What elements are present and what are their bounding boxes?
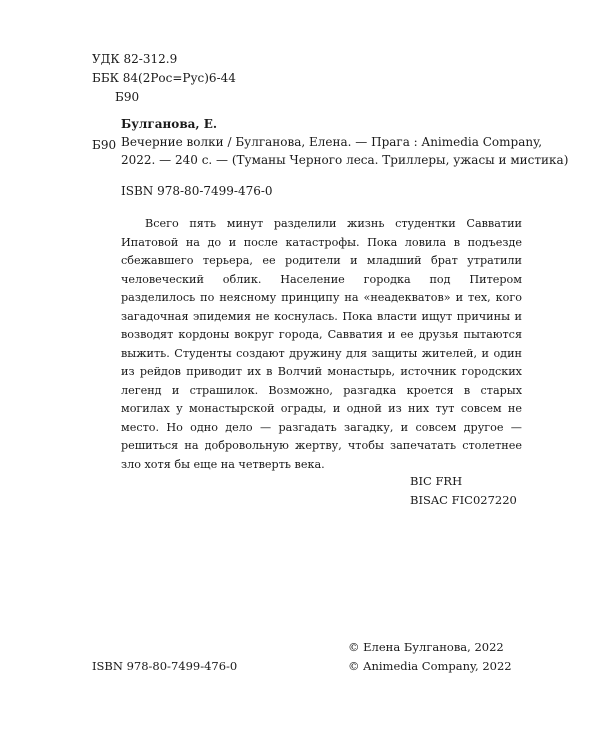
- classification-codes: [92, 50, 236, 107]
- bisac-code: BISAC FIC027220: [410, 493, 517, 507]
- udk-code: УДК 82-312.9: [92, 52, 178, 66]
- isbn-top: ISBN 978-80-7499-476-0: [121, 184, 273, 198]
- bbk-code: ББК 84(2Рос=Рус)6-44: [92, 71, 236, 85]
- isbn-bottom: ISBN 978-80-7499-476-0: [92, 659, 238, 673]
- subject-codes: [410, 472, 517, 510]
- entry-author-mark: Б90: [92, 138, 117, 152]
- author-mark: Б90: [115, 90, 140, 104]
- bibliographic-entry: [121, 115, 568, 169]
- entry-author: Булганова, Е.: [121, 117, 218, 131]
- annotation-text: Всего пять минут разделили жизнь студентки Савватии Ипатовой на до и после катастрофы. Пока ловила в подъезде сбежавшего терьера, ее родители и младший брат утратили человеческий облик. Население городка под Питером разделилось по неясному принципу на «неадекватов» и тех, кого загадочная эпидемия не коснулась. Пока власти ищут причины и возводят кордоны вокруг города, Савватия и ее друзья пытаются выжить. Студенты создают дружину для защиты жителей, и один из рейдов приводит их в Волчий монастырь, источник городских легенд и страшилок. Возможно, разгадка кроется в старых могилах у монастырской ограды, и одной из них тут совсем не место. Но одно дело — разгадать загадку, и совсем другое — решиться на добровольную жертву, чтобы запечатать столетнее зло хотя бы еще на четверть века.: [121, 217, 522, 471]
- entry-title-line: Вечерние волки / Булганова, Елена. — Прага : Animedia Company,: [121, 135, 543, 149]
- copyright-block: [348, 638, 512, 676]
- entry-series-line: 2022. — 240 с. — (Туманы Черного леса. Триллеры, ужасы и мистика): [121, 153, 569, 167]
- copyright-author: © Елена Булганова, 2022: [348, 640, 504, 654]
- bic-code: BIC FRH: [410, 474, 463, 488]
- copyright-publisher: © Animedia Company, 2022: [348, 659, 512, 673]
